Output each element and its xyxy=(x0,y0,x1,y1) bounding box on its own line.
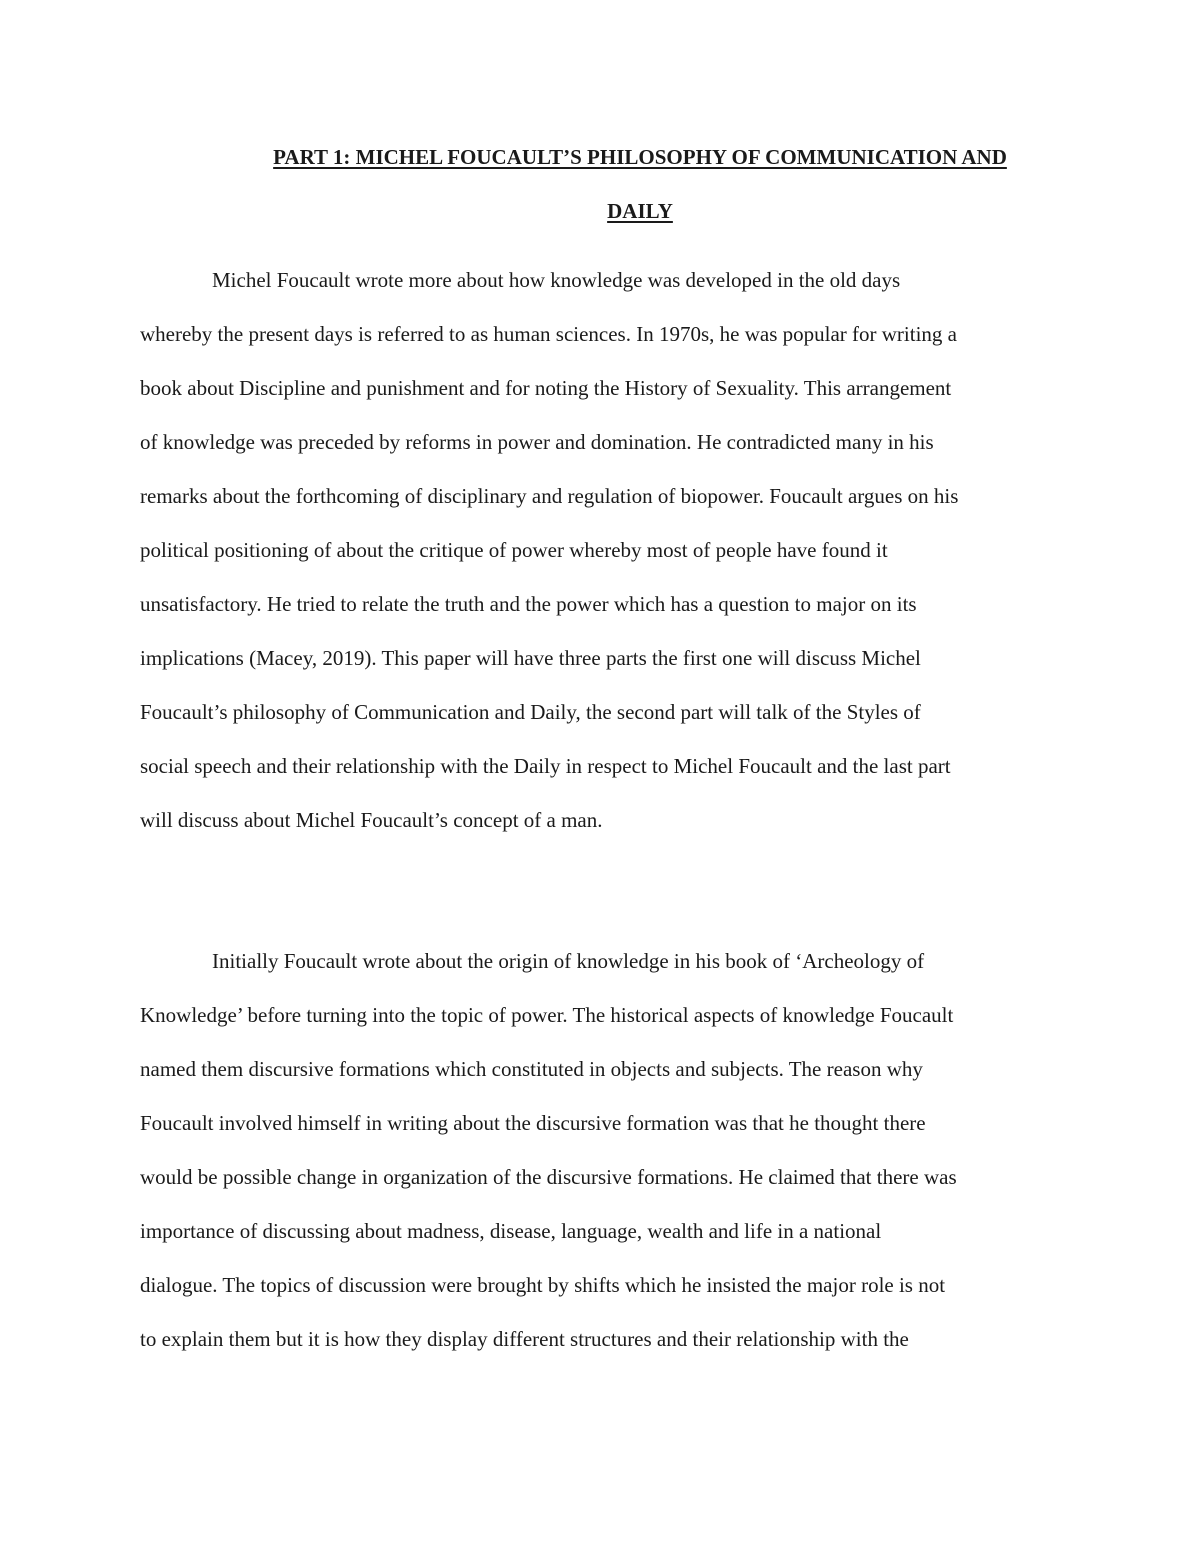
paragraph-line: political positioning of about the critique of power whereby most of people have found it xyxy=(140,538,888,562)
paragraph-line: remarks about the forthcoming of disciplinary and regulation of biopower. Foucault argues on his xyxy=(140,484,959,508)
paragraph-line: importance of discussing about madness, disease, language, wealth and life in a national xyxy=(140,1219,882,1243)
paragraph-line: Michel Foucault wrote more about how knowledge was developed in the old days xyxy=(212,268,901,292)
paragraph-line: will discuss about Michel Foucault’s concept of a man. xyxy=(140,808,603,832)
paragraph-line: unsatisfactory. He tried to relate the truth and the power which has a question to major on its xyxy=(140,592,917,616)
paragraph-line: implications (Macey, 2019). This paper will have three parts the first one will discuss Michel xyxy=(140,646,921,670)
paragraph-line: social speech and their relationship with the Daily in respect to Michel Foucault and the last part xyxy=(140,754,951,778)
paragraph-line: dialogue. The topics of discussion were brought by shifts which he insisted the major role is not xyxy=(140,1273,946,1297)
paragraph-line: to explain them but it is how they display different structures and their relationship with the xyxy=(140,1327,909,1351)
paragraph-line: Initially Foucault wrote about the origin of knowledge in his book of ‘Archeology of xyxy=(212,949,925,973)
page-title-line-1: PART 1: MICHEL FOUCAULT’S PHILOSOPHY OF COMMUNICATION AND xyxy=(273,145,1007,169)
paragraph-line: named them discursive formations which constituted in objects and subjects. The reason why xyxy=(140,1057,923,1081)
paragraph-line: Foucault’s philosophy of Communication and Daily, the second part will talk of the Styles of xyxy=(140,700,921,724)
paragraph-line: book about Discipline and punishment and for noting the History of Sexuality. This arrangement xyxy=(140,376,952,400)
paragraph-line: Foucault involved himself in writing about the discursive formation was that he thought there xyxy=(140,1111,926,1135)
page-title-line-2: DAILY xyxy=(607,199,673,223)
paragraph-line: Knowledge’ before turning into the topic of power. The historical aspects of knowledge Foucault xyxy=(140,1003,954,1027)
paragraph-line: whereby the present days is referred to as human sciences. In 1970s, he was popular for writing a xyxy=(140,322,957,346)
paragraph-line: would be possible change in organization of the discursive formations. He claimed that there was xyxy=(140,1165,957,1189)
paragraph-line: of knowledge was preceded by reforms in power and domination. He contradicted many in his xyxy=(140,430,934,454)
